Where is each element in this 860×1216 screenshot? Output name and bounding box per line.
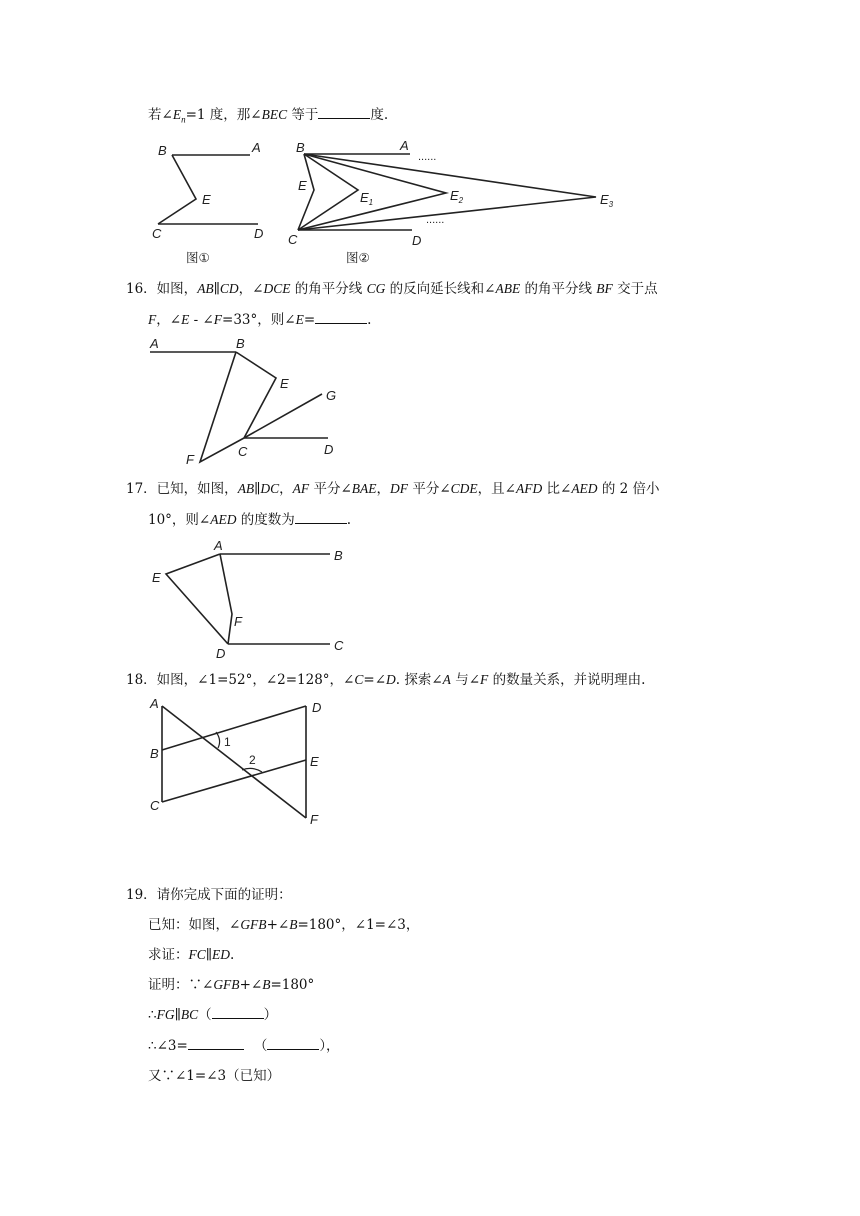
segment-AF — [162, 706, 306, 818]
label-E: E — [310, 754, 319, 769]
q15-var: BEC — [261, 107, 288, 122]
q17-var: AF — [292, 481, 310, 496]
q19-text: （ — [198, 1007, 212, 1023]
q19-text: +∠ — [266, 917, 290, 933]
q19-step-3 — [148, 1067, 280, 1085]
label-E1: $E_1$ — [360, 190, 374, 207]
q19-var: FG∥BC — [156, 1007, 199, 1022]
q18-var: D — [386, 672, 396, 687]
label-C-2: C — [288, 232, 298, 247]
q16-var: BF — [596, 281, 613, 296]
q16-var: DCE — [263, 281, 291, 296]
q16-var: AB∥CD — [197, 281, 239, 296]
q19-var: B — [262, 977, 271, 992]
label-B: B — [158, 143, 167, 158]
q17-text: 平分∠ — [309, 481, 352, 497]
q17-text: 平分∠ — [408, 481, 451, 497]
q17-text: 的度数为 — [236, 512, 295, 528]
ellipsis-bottom: ...... — [426, 214, 445, 226]
q17-text: ， — [279, 481, 293, 497]
q17-var: BAE — [351, 481, 377, 496]
q19-text: 证明：∵∠ — [148, 977, 214, 993]
q19-text: 又∵∠1=∠3（已知） — [148, 1068, 281, 1084]
label-D: D — [254, 226, 264, 241]
q19-text: ）， — [319, 1038, 340, 1054]
q16-var: E — [181, 312, 190, 327]
label-E2: $E_2$ — [450, 188, 464, 205]
q17-text: 的 2 倍小 — [597, 481, 660, 497]
q18-text: . 探索∠ — [395, 672, 443, 688]
label-E: E — [202, 192, 211, 207]
label-E: E — [280, 376, 289, 391]
q19-text: . — [229, 947, 235, 963]
label-C: C — [238, 444, 248, 459]
q19-text: ∴∠3= — [148, 1038, 188, 1054]
q17-text: 10°，则∠ — [148, 512, 211, 528]
label-F: F — [234, 614, 242, 629]
q18-text: 与∠ — [450, 672, 481, 688]
q15-text: 度. — [370, 107, 389, 123]
q19-var: B — [289, 917, 298, 932]
q19-proof-start — [148, 976, 314, 994]
q17-var: DF — [390, 481, 409, 496]
q16-text: ，∠ — [156, 312, 182, 328]
q18-var: F — [480, 672, 489, 687]
q19-step-1 — [148, 1006, 277, 1024]
q16-text: . — [367, 312, 372, 328]
q18-text: 18．如图，∠1=52°，∠2=128°，∠ — [126, 672, 355, 688]
label-angle-1: 1 — [224, 735, 231, 749]
q16-text: - ∠ — [189, 312, 214, 328]
q16-text: 的角平分线 — [290, 281, 367, 297]
answer-blank[interactable] — [267, 1037, 319, 1050]
segment-BD — [162, 706, 306, 750]
label-F: F — [186, 452, 194, 467]
label-C: C — [334, 638, 344, 653]
q17-text: . — [346, 512, 352, 528]
label-A-2: A — [400, 138, 409, 153]
q17-text: 17．已知，如图， — [126, 481, 238, 497]
label-B: B — [334, 548, 343, 563]
label-C: C — [152, 226, 162, 241]
answer-blank[interactable] — [188, 1037, 244, 1050]
q17-var: AFD — [515, 481, 543, 496]
label-A: A — [252, 140, 261, 155]
angle-1-arc — [216, 732, 220, 748]
q15-text: 若∠ — [148, 107, 173, 123]
q17-text: ， — [376, 481, 391, 497]
label-A: A — [150, 336, 159, 351]
q19-step-2 — [148, 1037, 340, 1055]
label-B: B — [150, 746, 159, 761]
q15-sub: n — [181, 114, 186, 125]
label-E: E — [152, 570, 161, 585]
q19-text: ） — [263, 1007, 278, 1023]
segment-CE — [162, 760, 306, 802]
q16-text: = — [303, 312, 316, 328]
q16-var: E — [295, 312, 304, 327]
q19-text: 求证： — [148, 947, 189, 963]
q19-text: 已知：如图，∠ — [148, 917, 241, 933]
label-E3: $E_3$ — [600, 192, 614, 209]
label-D: D — [324, 442, 334, 457]
q18-var: C — [354, 672, 364, 687]
ellipsis-top: ...... — [418, 151, 437, 163]
q18-var: A — [442, 672, 451, 687]
q16-text: 16．如图， — [126, 281, 198, 297]
q19-title — [126, 886, 292, 904]
label-B: B — [236, 336, 245, 351]
q17-var: AED — [571, 481, 598, 496]
q19-prove — [148, 946, 234, 964]
q19-var: FC∥ED — [188, 947, 230, 962]
answer-blank[interactable] — [212, 1006, 264, 1019]
q16-var: F — [213, 312, 223, 327]
label-C: C — [150, 798, 160, 813]
q16-var: ABE — [495, 281, 521, 296]
label-angle-2: 2 — [249, 753, 256, 767]
label-F: F — [310, 812, 318, 827]
label-A: A — [214, 538, 223, 553]
caption-figure-1: 图① — [186, 250, 210, 265]
label-D-2: D — [412, 233, 422, 248]
label-B-2: B — [296, 140, 305, 155]
q17-text: ，且∠ — [477, 481, 516, 497]
label-D: D — [216, 646, 226, 661]
q17-var: CDE — [450, 481, 478, 496]
q19-var: GFB — [240, 917, 267, 932]
q19-text: 19．请你完成下面的证明： — [126, 887, 292, 903]
q16-text: ，∠ — [238, 281, 264, 297]
q19-text: ∴ — [148, 1007, 157, 1023]
q16-text: 的角平分线 — [520, 281, 597, 297]
label-A: A — [150, 696, 159, 711]
q19-text: =180° — [270, 977, 315, 993]
label-D: D — [312, 700, 322, 715]
q18-text: =∠ — [363, 672, 387, 688]
label-E-2: E — [298, 178, 307, 193]
q16-var: CG — [366, 281, 386, 296]
q16-text: 交于点 — [612, 281, 658, 297]
q16-text: =33°，则∠ — [222, 312, 296, 328]
q17-var: AB∥DC — [237, 481, 280, 496]
q15-var: E — [172, 107, 182, 122]
q17-text: 比∠ — [542, 481, 572, 497]
q16-text: 的反向延长线和∠ — [385, 281, 496, 297]
q17-var: AED — [210, 512, 237, 527]
q19-text: =180°，∠1=∠3， — [297, 917, 420, 933]
caption-figure-2: 图② — [346, 250, 370, 265]
q16-var: F — [148, 312, 157, 327]
label-G: G — [326, 388, 337, 403]
q19-text: （ — [253, 1038, 268, 1054]
q18-text: 的数量关系，并说明理由. — [488, 672, 646, 688]
q19-given — [148, 916, 419, 934]
q19-var: GFB — [213, 977, 240, 992]
q15-text: 等于 — [287, 107, 319, 123]
q15-text: =1 度，那∠ — [185, 107, 262, 123]
q19-text: +∠ — [239, 977, 263, 993]
